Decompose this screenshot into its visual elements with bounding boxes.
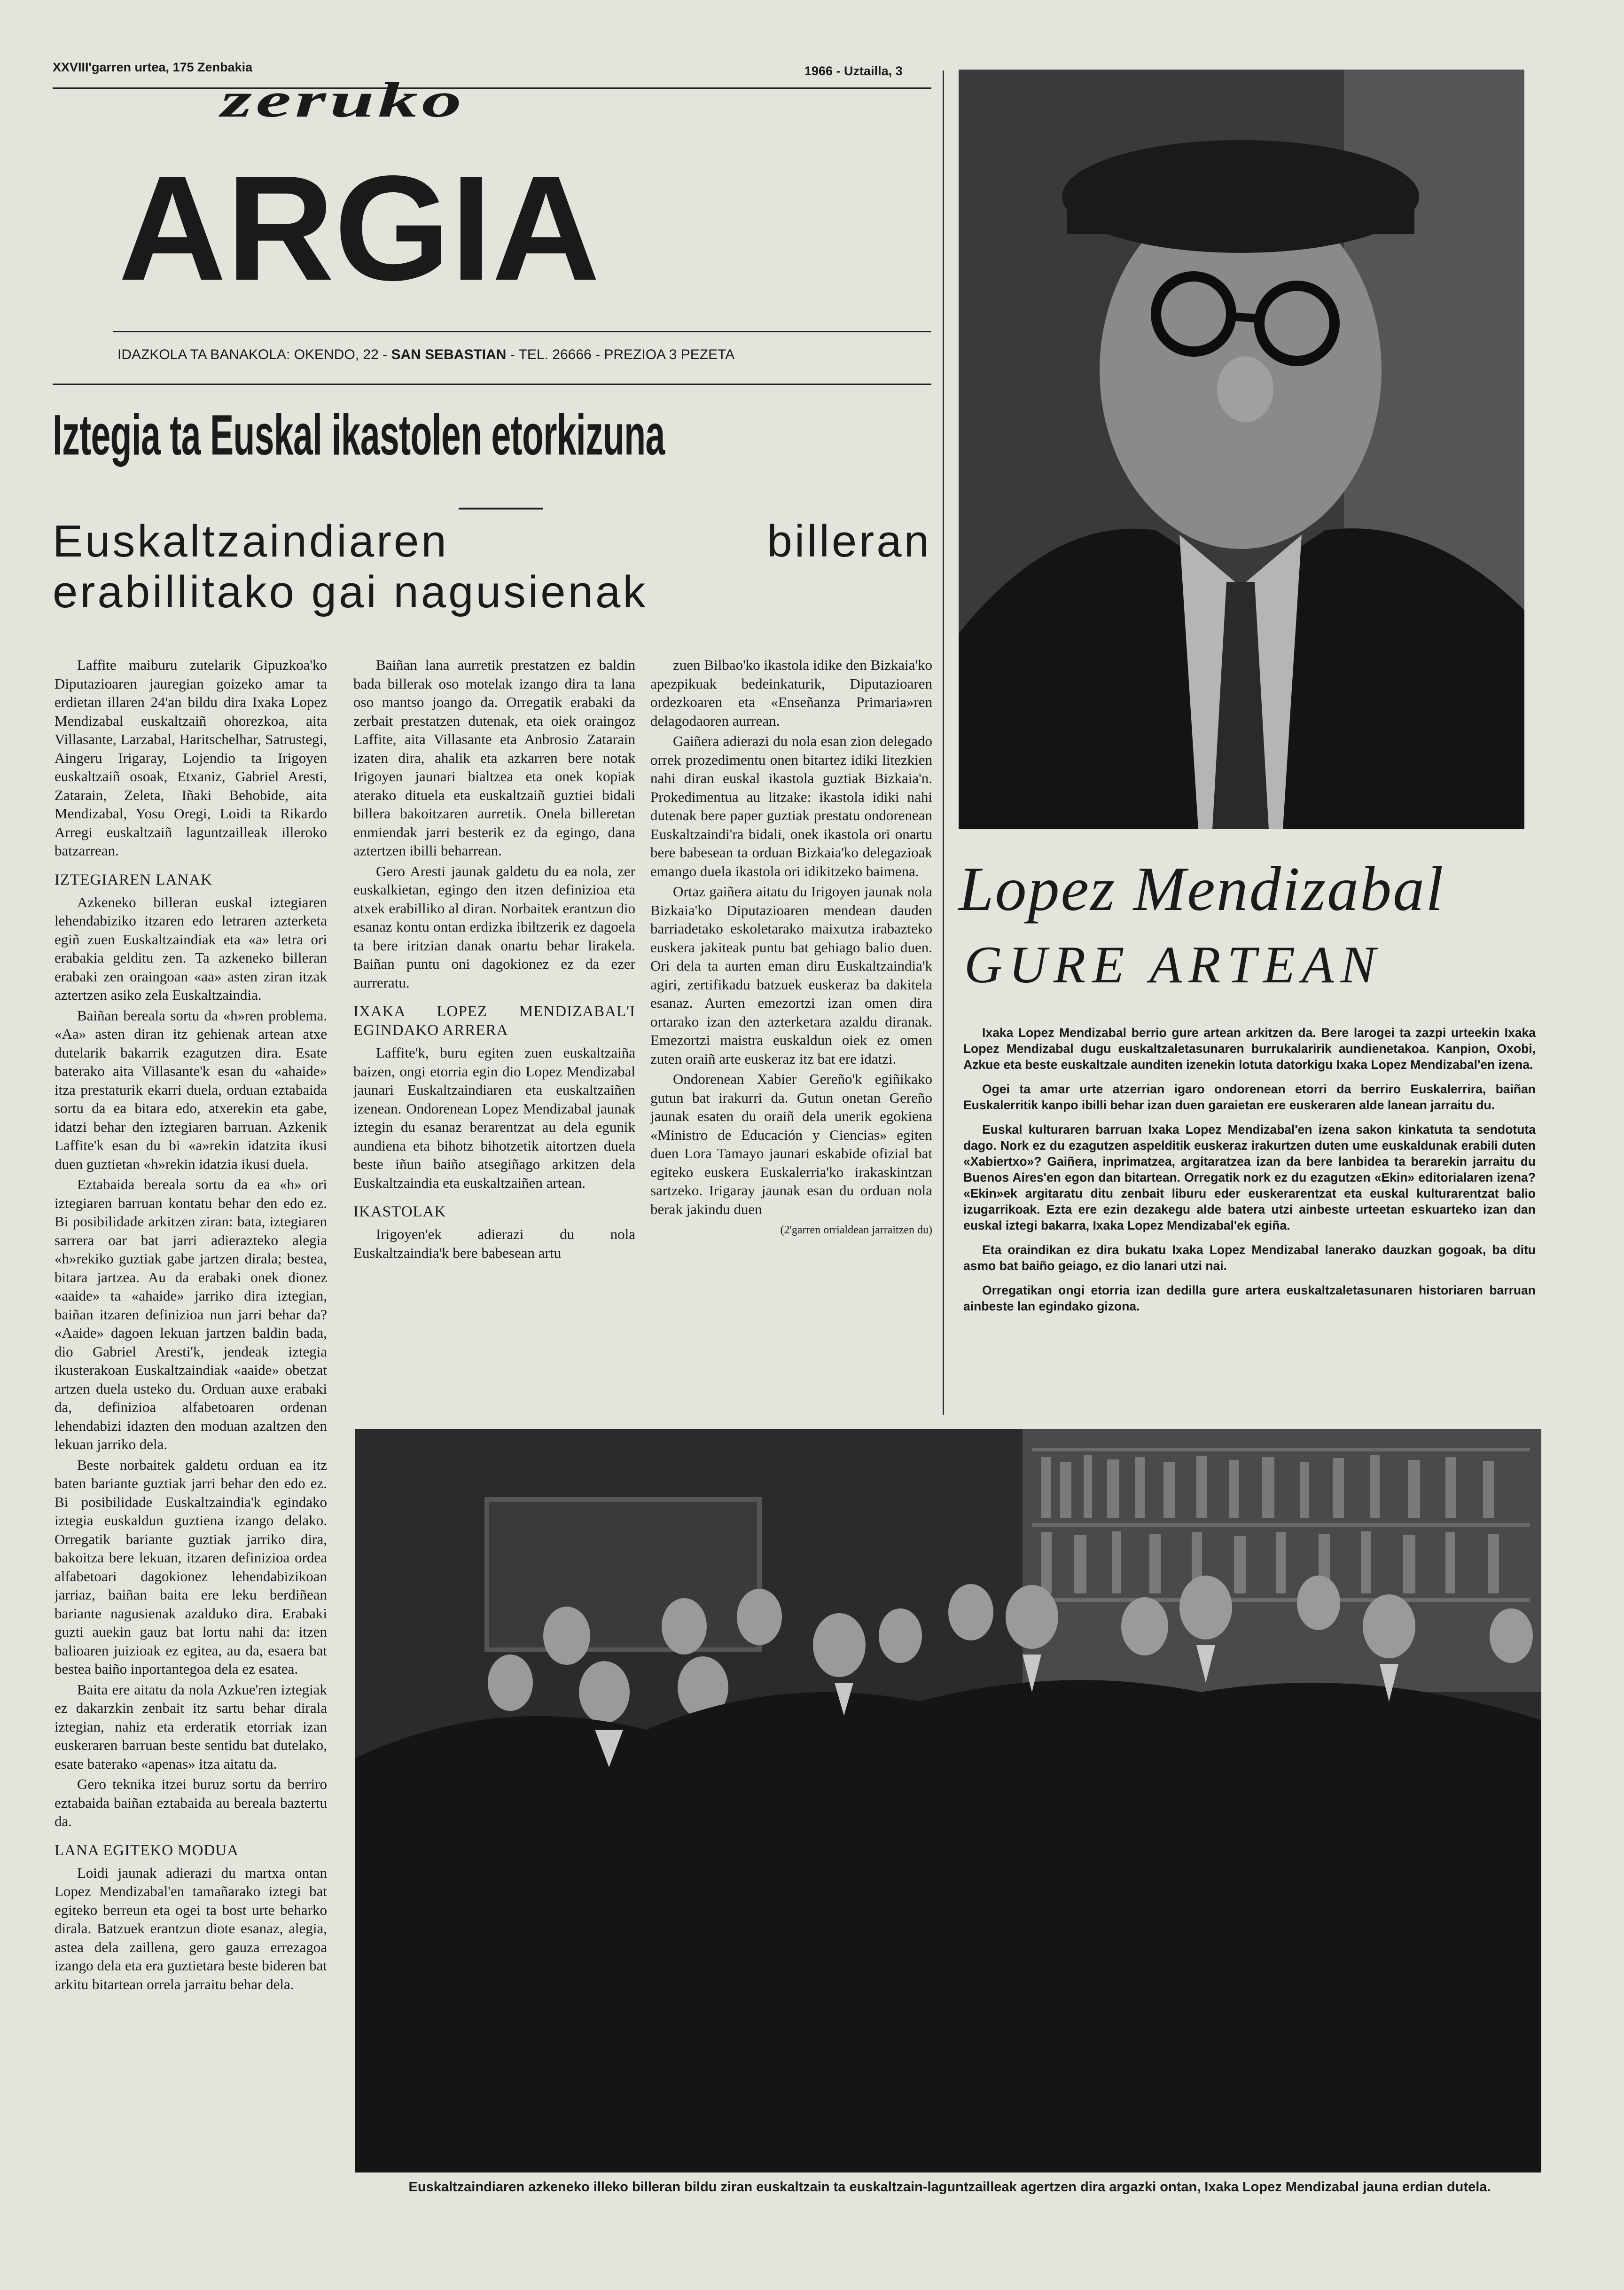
col2-paragraph-2: Gero Aresti jaunak galdetu du ea nola, zer euskalkietan, egingo den itzen definizioa eta atxek erabilliko al diran. Norbaitek erantzun dio esanaz kontu ontan erdizka ibiltzerik ez dagoela ta bere iritzian danak onartu behar lirakela. Baiñan puntu oni dagokionez ez da ezer aurreratu. bbox=[353, 863, 635, 991]
address-city: SAN SEBASTIAN bbox=[391, 347, 507, 362]
col3-paragraph-3: Ortaz gaiñera aitatu du Irigoyen jaunak nola Bizkaia'ko Diputazioaren mendean dauden barriadetako eskoletarako maixutza irabazteko euskera jakiteak puntu bat gehiago balio duen. Ori dela ta aurten eman diru Euskaltzaindia'k agiri, zertifikadu batzuek euskeraz ba dakitela esanaz. Aurten emezortzi izan omen dira ortarako izan den azterketara azaldu diranak. Emezortzi maistra euskaldun oiek ez omen zuten oraiñ arte euskeraz itz bat ere idatzi. bbox=[650, 883, 932, 1067]
masthead-rule-mid bbox=[113, 331, 931, 332]
sidebar-paragraph-5: Orregatikan ongi etorria izan dedilla gure artera euskaltzaletasunaren historiaren barruan ainbeste lan egindako gizona. bbox=[963, 1283, 1536, 1313]
masthead-rule-bottom bbox=[53, 384, 931, 385]
col2-paragraph-1: Baiñan lana aurretik prestatzen ez baldin bada billerak oso motelak izango dira ta lana oso mantso joango da. Orregatik erabaki da zerbait prestatzen dutenak, eta oiek oraingoz Laffite, aita Villasante eta Anbrosio Zatarain izaten dira, ahalik eta azkarren bere notak Irigoyen jaunari bialtzea eta onek kopiak aterako dituela eta euskaltzaiñ guztiei bidali billera bakoitzaren aurretik. Onela billeretan enmiendak jarri besterik ez da egingo, dana aztertzen ibilli beharrean. bbox=[353, 657, 635, 859]
group-photo-illustration bbox=[355, 1429, 1541, 2172]
sidebar-title-line-1: Lopez Mendizabal bbox=[959, 854, 1445, 924]
col1-paragraph-1: Laffite maiburu zutelarik Gipuzkoa'ko Diputazioaren jauregian goizeko amar ta erdietan illaren 24'an bildu dira Ixaka Lopez Mendizabal euskaltzaiñ ohorezkoa, aita Villasante, Larzabal, Haritschelhar, Satrustegi, Aingeru Irigaray, Lojendio ta Irigoyen euskaltzaiñ osoak, Etxaniz, Gabriel Aresti, Zatarain, Zeleta, Iñaki Behobide, aita Mendizabal, Yosu Oregi, Loidi ta Rikardo Arregi euskaltzaiñ laguntzailleak illeroko batzarrean. bbox=[55, 657, 327, 859]
col1-paragraph-8: Loidi jaunak adierazi du martxa ontan Lopez Mendizabal'en tamañarako iztegi bat egiteko berreun eta ogei ta bost urte beharko dirala. Batzuek erantzun diote esanaz, alegia, astea dela zaillena, gero gauza errezagoa izango dela eta era guztietara beste bideren bat arkitu bitartean orrela jarraitu behar dela. bbox=[55, 1864, 327, 1992]
headline-divider bbox=[459, 508, 543, 510]
col3-paragraph-2: Gaiñera adierazi du nola esan zion delegado orrek prozedimentu onen bitartez idiki litezkien nahi diran euskal ikastola guztiak Bizkaia'n. Prokedimentua au litzake: ikastola idiki nahi dutenak bere paper guztiak prestatu ondorenean Euskaltzaindi'ra bidali, onek ikastola ori onartu bere babesean ta orduan Bizkaia'ko delegazioak emango duela ikastola ori idikitzeko baimena. bbox=[650, 733, 932, 879]
masthead-address bbox=[117, 347, 734, 363]
col1-paragraph-2: Azkeneko billeran euskal iztegiaren lehendabiziko itzaren edo letraren azterketa egiñ zuen Euskaltzaindiak eta «a» letra ori erabakia gelditu zen. Ta azkeneko billeran erabaki zen oraingoan «aa» asten ziran itzak aztertzen asiko zela Euskaltzaindia. bbox=[55, 894, 327, 1003]
sidebar-paragraph-1: Ixaka Lopez Mendizabal berrio gure artean arkitzen da. Bere larogei ta zazpi urteekin Ixaka Lopez Mendizabal dugu euskaltzaletasunaren burrukalaririk aundienetakoa. Kanpion, Oxobi, Azkue eta beste euskaltzale aunditen izenekin lotuta datorkigu Ixaka Lopez Mendizabal'en izena. bbox=[963, 1026, 1536, 1072]
issue-number: XXVIII'garren urtea, 175 Zenbakia bbox=[53, 60, 253, 74]
col1-paragraph-3: Baiñan bereala sortu da «h»ren problema. «Aa» asten diran itz gehienak artean atxe dutelarik bakarrik ezagutzen dira. Esate baterako aita Villasante'k esan du «ahaide» itza prestaturik ekarri duela, orduan eztabaida sortu da ea bitara edo, atxerekin eta gabe, idatzi behar den iztegiaren barruan. Azkenik Laffite'k esan du bi «a»rekin idatzita ikusi duen guztietan «h»rekin idatzia ikusi duela. bbox=[55, 1007, 327, 1172]
masthead-rule-top bbox=[53, 87, 931, 89]
subhead bbox=[53, 516, 931, 618]
portrait-photo bbox=[959, 70, 1524, 829]
continuation-note: (2'garren orrialdean jarraitzen du) bbox=[780, 1224, 932, 1236]
issue-date: 1966 - Uztailla, 3 bbox=[804, 64, 903, 78]
masthead-title: ARGIA bbox=[118, 145, 600, 312]
subhead-line-2: erabillitako gai nagusienak bbox=[53, 567, 648, 617]
col1-paragraph-6: Baita ere aitatu da nola Azkue'ren iztegiak ez dakarzkin zenbait itz sartu behar dirala iztegian, nahiz eta erderatik etorriak izan euskeraren barruan beste sentidu bat dutelako, esate baterako «apenas» itza aitatu da. bbox=[55, 1681, 327, 1772]
col2-heading-arrera: IXAKA LOPEZ MENDIZABAL'I EGINDAKO ARRERA bbox=[353, 1003, 635, 1039]
portrait-illustration bbox=[959, 70, 1524, 829]
column-rule-right bbox=[943, 71, 944, 1415]
col1-paragraph-4: Eztabaida bereala sortu da ea «h» ori iztegiaren barruan kontatu behar den edo ez. Bi posibilidade arkitzen ziran: bata, iztegiaren sarrera oar bat jarri adierazteko alegia «h»rekiko guztiak gabe jartzen dirala; bestea, bitara jartzea. Au da erabaki onek dionez «aaide» ta «ahaide» jarriko dira iztegian, baiñan itzaren definizioa nun jarri behar da? «Aaide» dagoen lekuan jartzen baldin bada, dio Gabriel Aresti'k, jendeak iztegia ikusterakoan Euskaltzaindiak «aaide» obetzat artzen duela usteko du. Orduan auxe erabaki da, definizioa alfabetoaren ordenan lehendabizi idazten den moduan azaltzen den lekuan jarriko dela. bbox=[55, 1176, 327, 1452]
group-photo bbox=[355, 1429, 1541, 2172]
col2-paragraph-4: Irigoyen'ek adierazi du nola Euskaltzaindia'k bere babesean artu bbox=[353, 1226, 635, 1261]
col2-paragraph-3: Laffite'k, buru egiten zuen euskaltzaiña baizen, ongi etorria egin dio Lopez Mendizabal jaunari Euskaltzaindiaren eta euskaltzaiñen izenean. Ondorenean Lopez Mendizabal jaunak iztegin du esanaz berarentzat au dela egunik aundiena eta bihotz bihotzetik aitortzen duela beste iñun baiño atsegiñago arkitzen dela Euskaltzaindia eta euskaltzaiñen artean. bbox=[353, 1044, 635, 1191]
masthead-script-title: zeruko bbox=[221, 72, 466, 127]
col1-paragraph-5: Beste norbaitek galdetu orduan ea itz baten bariante guztiak jarri behar den edo ez. Bi posibilidade Euskaltzaindia'k egindako iztegia euskaldun guztiena izango delako. Orregatik bariante guztiak jarriko dira, bakoitza bere lekuan, itzaren definizioa ordea alfabetoari dagokionez lehendabizikoan jarriaz, baiñan baita ere leku berdiñean bariante nagusienak azalduko dira. Erabaki guzti auekin gauz bat lortu nahi da: itzen balioaren juizioak ez egitea, au da, esaera bat bestea baiño inportantegoa dela ez esatea. bbox=[55, 1456, 327, 1677]
sidebar-body bbox=[963, 1025, 1536, 1401]
article-column-2 bbox=[353, 656, 635, 1389]
subhead-word-2: billeran bbox=[767, 516, 931, 566]
col3-paragraph-4: Ondorenean Xabier Gereño'k egiñikako gutun bat irakurri da. Gutun onetan Gereño jaunak esaten du oraiñ dela unerik egokiena «Ministro de Educación y Ciencias» egiten duen Lora Tamayo jaunari eskabide ofizial bat egiteko euskera Euskalerria'ko irakaskintzan sartzeko. Irigaray jaunak esan du orduan nola berak jakindu duen bbox=[650, 1071, 932, 1217]
sidebar-title-line-2: GURE ARTEAN bbox=[964, 936, 1382, 994]
sidebar-paragraph-4: Eta oraindikan ez dira bukatu Ixaka Lopez Mendizabal lanerako dauzkan gogoak, ba ditu asmo bat baiño geiago, ez dio lanari utzi nai. bbox=[963, 1243, 1536, 1273]
col1-heading-iztegiaren-lanak: IZTEGIAREN LANAK bbox=[55, 871, 212, 888]
col1-heading-lana-egiteko-modua: LANA EGITEKO MODUA bbox=[55, 1842, 239, 1859]
col1-paragraph-7: Gero teknika itzei buruz sortu da berriro eztabaida baiñan eztabaida au bereala baztertu da. bbox=[55, 1776, 327, 1829]
headline: Iztegia ta Euskal ikastolen etorkizuna bbox=[53, 403, 665, 467]
col2-heading-ikastolak: IKASTOLAK bbox=[353, 1203, 446, 1220]
address-right: - TEL. 26666 - PREZIOA 3 PEZETA bbox=[510, 347, 735, 362]
article-column-3 bbox=[650, 656, 932, 1389]
article-column-1 bbox=[55, 656, 327, 2216]
subhead-word-1: Euskaltzaindiaren bbox=[53, 516, 449, 566]
sidebar-paragraph-2: Ogei ta amar urte atzerrian igaro ondorenean etorri da berriro Euskalerrira, baiñan Euskalerritik kanpo ibilli behar izan duen garaietan ere euskeraren alde lanean jarraitu du. bbox=[963, 1082, 1536, 1112]
group-photo-caption: Euskaltzaindiaren azkeneko illeko billeran bildu ziran euskaltzain ta euskaltzain-laguntzailleak agertzen dira argazki ontan, Ixaka Lopez Mendizabal jauna erdian dutela. bbox=[408, 2180, 1491, 2195]
address-left: IDAZKOLA TA BANAKOLA: OKENDO, 22 - bbox=[117, 347, 388, 362]
sidebar-paragraph-3: Euskal kulturaren barruan Ixaka Lopez Mendizabal'en izena sakon kinkatuta ta sendotuta dago. Nork ez du ezagutzen aspelditik euskeraz irakurtzen duten ume euskaldunak erabili duten «Xabiertxo»? Gaiñera, inprimatzea, argitaratzea izan da bere lanbidea ta berarekin jarraitu du Buenos Aires'en egon dan bitartean. Orregatik nork ez du ezagutzen «Ekin» editorialaren izena? «Ekin»ek argitaratu ditu zenbait liburu eder euskerarentzat eta euskal kulturarentzat balio izugarrikoak. Ezta ere ezin dezakegu alde batera utzi ainbeste urteetan eskuarteko izan dan euskal iztegi bakarra, Ixaka Lopez Mendizabal'ek egiña. bbox=[963, 1122, 1536, 1232]
col3-paragraph-1: zuen Bilbao'ko ikastola idike den Bizkaia'ko apezpikuak bedeinkaturik, Diputazioaren ordezkoaren eta «Enseñanza Primaria»ren delagodaoren aurrean. bbox=[650, 657, 932, 729]
